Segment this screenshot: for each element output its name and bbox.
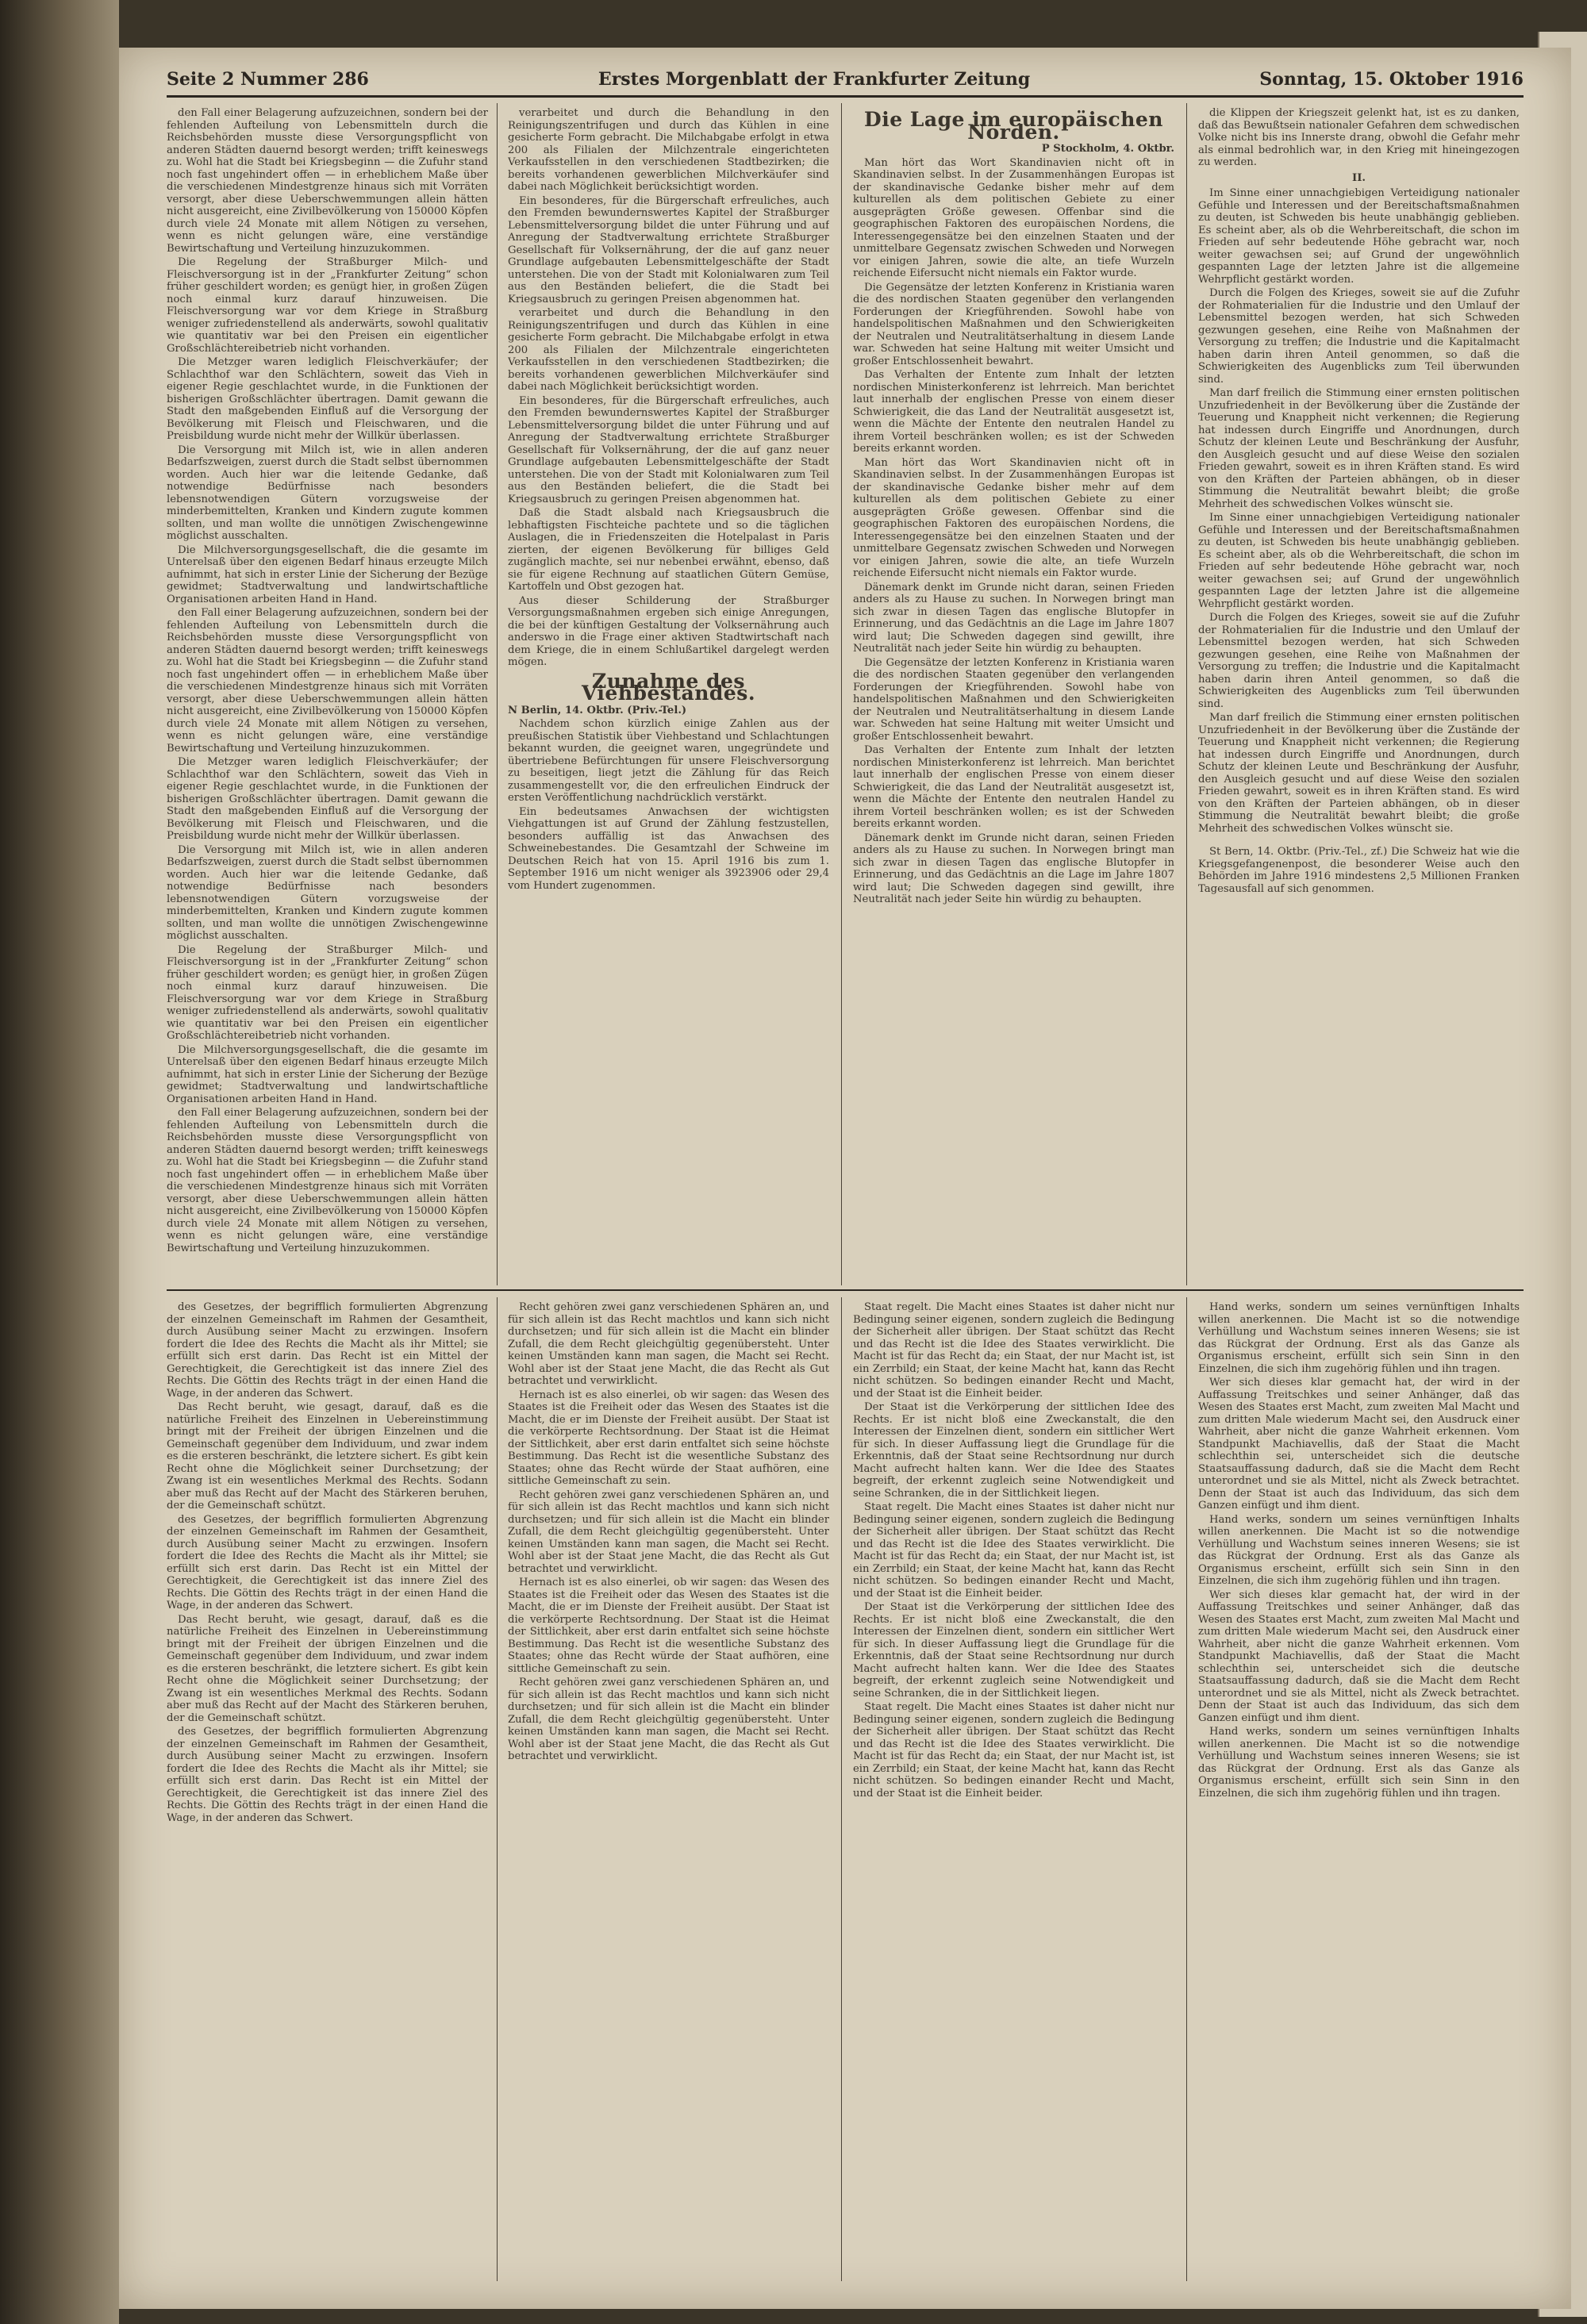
paragraph: Dänemark denkt im Grunde nicht daran, seinen Frieden anders als zu Hause zu suchen. In Norwegen bringt man sich zwar in diesen Tagen das englische Blutopfer in Erinnerung, und das Gedächtnis an die Lage im Jahre 1807 wird laut; Die Schweden dagegen sind gewillt, ihre Neutralität nach jeder Seite hin würdig zu behaupten. (853, 832, 1174, 905)
feuilleton-column-3 (853, 1301, 1174, 2277)
paragraph: Hand werks, sondern um seines vernünftigen Inhalts willen anerkennen. Die Macht ist so die notwendige Verhüllung und Wachstum seines inneren Wesens; sie ist das Rückgrat der Ordnung. Erst als das Ganze als Organismus erscheint, erfüllt sich sein Sinn in den Einzelnen, die sich ihm zugehörig fühlen und ihn tragen. (1198, 1726, 1520, 1800)
paragraph: Das Recht beruht, wie gesagt, darauf, daß es die natürliche Freiheit des Einzelnen in Uebereinstimmung bringt mit der Freiheit der übrigen Einzelnen und die Gemeinschaft gegenüber dem Individuum, und zwar indem es die ersteren beschränkt, die letztere sichert. Es gibt kein Recht ohne die Möglichkeit seiner Durchsetzung; der Zwang ist ein wesentliches Merkmal des Rechts. Sodann aber muß das Recht auf der Macht des Stärkeren beruhen, der die Gemeinschaft schützt. (167, 1401, 488, 1512)
column-rule (841, 103, 842, 1285)
paragraph: Recht gehören zwei ganz verschiedenen Sphären an, und für sich allein ist das Recht machtlos und kann sich nicht durchsetzen; und für sich allein ist die Macht ein blinder Zufall, die dem Recht gleichgültig gegenübersteht. Unter keinen Umständen kann man sagen, die Macht sei Recht. Wohl aber ist der Staat jene Macht, die das Recht als Gut betrachtet und verwirklicht. (508, 1489, 829, 1575)
paragraph: Man darf freilich die Stimmung einer ernsten politischen Unzufriedenheit in der Bevölkerung über die Zustände der Teuerung und Knappheit nicht verkennen; die Regierung hat indessen durch Eingriffe und Anordnungen, durch Schutz der kleinen Leute und Beschränkung der Ausfuhr, den Ausgleich gesucht und auf diese Weise den sozialen Frieden gewahrt, soweit es in ihren Kräften stand. Es wird von den Kräften der Parteien abhängen, ob in dieser Stimmung die Neutralität bewahrt bleibt; die große Mehrheit des schwedischen Volkes wünscht sie. (1198, 712, 1520, 835)
page-number: Seite 2 Nummer 286 (167, 69, 369, 90)
paragraph: Die Regelung der Straßburger Milch- und Fleischversorgung ist in der „Frankfurter Zeitung“ schon früher geschildert worden; es genügt hier, in großen Zügen noch einmal kurz darauf hinzuweisen. Die Fleischversorgung war vor dem Kriege in Straßburg weniger zufriedenstellend als anderwärts, sowohl qualitativ wie quantitativ war bei den Preisen ein eigentlicher Großschlächtereibetrieb nicht vorhanden. (167, 256, 488, 355)
paragraph: Recht gehören zwei ganz verschiedenen Sphären an, und für sich allein ist das Recht machtlos und kann sich nicht durchsetzen; und für sich allein ist die Macht ein blinder Zufall, die dem Recht gleichgültig gegenübersteht. Unter keinen Umständen kann man sagen, die Macht sei Recht. Wohl aber ist der Staat jene Macht, die das Recht als Gut betrachtet und verwirklicht. (508, 1301, 829, 1387)
paragraph: Ein bedeutsames Anwachsen der wichtigsten Viehgattungen ist auf Grund der Zählung festzustellen, besonders auffällig ist das Anwachsen des Schweinebestandes. Die Gesamtzahl der Schweine im Deutschen Reich hat von 15. April 1916 bis zum 1. September 1916 um nicht weniger als 3923906 oder 29,4 vom Hundert zugenommen. (508, 805, 829, 892)
paragraph: Die Regelung der Straßburger Milch- und Fleischversorgung ist in der „Frankfurter Zeitung“ schon früher geschildert worden; es genügt hier, in großen Zügen noch einmal kurz darauf hinzuweisen. Die Fleischversorgung war vor dem Kriege in Straßburg weniger zufriedenstellend als anderwärts, sowohl qualitativ wie quantitativ war bei den Preisen ein eigentlicher Großschlächtereibetrieb nicht vorhanden. (167, 943, 488, 1042)
paragraph: Dänemark denkt im Grunde nicht daran, seinen Frieden anders als zu Hause zu suchen. In Norwegen bringt man sich zwar in diesen Tagen das englische Blutopfer in Erinnerung, und das Gedächtnis an die Lage im Jahre 1807 wird laut; Die Schweden dagegen sind gewillt, ihre Neutralität nach jeder Seite hin würdig zu behaupten. (853, 581, 1174, 655)
column-rule (1186, 103, 1187, 1285)
column-2 (508, 107, 829, 1285)
column-4 (1198, 107, 1520, 1285)
paragraph: des Gesetzes, der begrifflich formulierten Abgrenzung der einzelnen Gemeinschaft im Rahmen der Gesamtheit, durch Ausübung seiner Macht zu erzwingen. Insofern fordert die Idee des Rechts die Macht als ihr Mittel; sie erfüllt sich erst darin. Das Recht ist ein Mittel der Gerechtigkeit, die Gerechtigkeit ist das innere Ziel des Rechts. Die Göttin des Rechts trägt in der einen Hand die Wage, in der anderen das Schwert. (167, 1301, 488, 1400)
feuilleton-column-4 (1198, 1301, 1520, 2277)
column-rule (497, 1297, 498, 2281)
column-rule (497, 103, 498, 1285)
column-1 (167, 107, 488, 1285)
book-spine (0, 0, 119, 2324)
paragraph: Das Verhalten der Entente zum Inhalt der letzten nordischen Ministerkonferenz ist lehrreich. Man berichtet laut innerhalb der englischen Presse von einem dieser Schwierigkeit, die das Land der Neutralität ausgesetzt ist, wenn die Mächte der Entente den neutralen Handel zu ihrem Vorteil beschränken wollen; es ist der Schweden bereits erkannt worden. (853, 744, 1174, 830)
paragraph: Das Recht beruht, wie gesagt, darauf, daß es die natürliche Freiheit des Einzelnen in Uebereinstimmung bringt mit der Freiheit der übrigen Einzelnen und die Gemeinschaft gegenüber dem Individuum, und zwar indem es die ersteren beschränkt, die letztere sichert. Es gibt kein Recht ohne die Möglichkeit seiner Durchsetzung; der Zwang ist ein wesentliches Merkmal des Rechts. Sodann aber muß das Recht auf der Macht des Stärkeren beruhen, der die Gemeinschaft schützt. (167, 1613, 488, 1724)
paragraph: Die Milchversorgungsgesellschaft, die die gesamte im Unterelsaß über den eigenen Bedarf hinaus erzeugte Milch aufnimmt, hat sich in erster Linie der Sicherung der Bezüge gewidmet; Stadtverwaltung und landwirtschaftliche Organisationen arbeiten Hand in Hand. (167, 544, 488, 605)
masthead: Erstes Morgenblatt der Frankfurter Zeitung (598, 69, 1031, 90)
paragraph: Man hört das Wort Skandinavien nicht oft in Skandinavien selbst. In der Zusammenhängen Europas ist der skandinavische Gedanke bisher mehr auf dem kulturellen als dem politischen Gebiete zu einer ausgeprägten Größe gewesen. Offenbar sind die geographischen Faktoren des europäischen Nordens, die Interessengegensätze bei den einzelnen Staaten und der unmittelbare Gegensatz zwischen Schweden und Norwegen vor einigen Jahren, sowie die alte, an tiefe Wurzeln reichende Eifersucht nicht niemals ein Faktor wurde. (853, 156, 1174, 279)
dateline: P Stockholm, 4. Oktbr. (1041, 143, 1174, 155)
column-rule (841, 1297, 842, 2281)
paragraph: Hernach ist es also einerlei, ob wir sagen: das Wesen des Staates ist die Freiheit oder das Wesen des Staates ist die Macht, die er im Dienste der Freiheit ausübt. Der Staat ist die verkörperte Rechtsordnung. Der Staat ist die Heimat der Sittlichkeit, aber erst darin entfaltet sich seine höchste Bestimmung. Das Recht ist die wesentliche Substanz des Staates; ohne das Recht würde der Staat aufhören, eine sittliche Gemeinschaft zu sein. (508, 1389, 829, 1487)
paragraph: Das Verhalten der Entente zum Inhalt der letzten nordischen Ministerkonferenz ist lehrreich. Man berichtet laut innerhalb der englischen Presse von einem dieser Schwierigkeit, die das Land der Neutralität ausgesetzt ist, wenn die Mächte der Entente den neutralen Handel zu ihrem Vorteil beschränken wollen; es ist der Schweden bereits erkannt worden. (853, 369, 1174, 455)
paragraph: Hernach ist es also einerlei, ob wir sagen: das Wesen des Staates ist die Freiheit oder das Wesen des Staates ist die Macht, die er im Dienste der Freiheit ausübt. Der Staat ist die verkörperte Rechtsordnung. Der Staat ist die Heimat der Sittlichkeit, aber erst darin entfaltet sich seine höchste Bestimmung. Das Recht ist die wesentliche Substanz des Staates; ohne das Recht würde der Staat aufhören, eine sittliche Gemeinschaft zu sein. (508, 1577, 829, 1675)
paragraph: Recht gehören zwei ganz verschiedenen Sphären an, und für sich allein ist das Recht machtlos und kann sich nicht durchsetzen; und für sich allein ist die Macht ein blinder Zufall, die dem Recht gleichgültig gegenübersteht. Unter keinen Umständen kann man sagen, die Macht sei Recht. Wohl aber ist der Staat jene Macht, die das Recht als Gut betrachtet und verwirklicht. (508, 1677, 829, 1762)
paragraph: des Gesetzes, der begrifflich formulierten Abgrenzung der einzelnen Gemeinschaft im Rahmen der Gesamtheit, durch Ausübung seiner Macht zu erzwingen. Insofern fordert die Idee des Rechts die Macht als ihr Mittel; sie erfüllt sich erst darin. Das Recht ist ein Mittel der Gerechtigkeit, die Gerechtigkeit ist das innere Ziel des Rechts. Die Göttin des Rechts trägt in der einen Hand die Wage, in der anderen das Schwert. (167, 1513, 488, 1611)
paragraph: Staat regelt. Die Macht eines Staates ist daher nicht nur Bedingung seiner eigenen, sondern zugleich die Bedingung der Sicherheit aller übrigen. Der Staat schützt das Recht und das Recht ist die Idee des Staates verwirklicht. Die Macht ist für das Recht da; ein Staat, der nur Macht ist, ist ein Zerrbild; ein Staat, der keine Macht hat, kann das Recht nicht schützen. So bedingen einander Recht und Macht, und der Staat ist die Einheit beider. (853, 1301, 1174, 1400)
paragraph: Staat regelt. Die Macht eines Staates ist daher nicht nur Bedingung seiner eigenen, sondern zugleich die Bedingung der Sicherheit aller übrigen. Der Staat schützt das Recht und das Recht ist die Idee des Staates verwirklicht. Die Macht ist für das Recht da; ein Staat, der nur Macht ist, ist ein Zerrbild; ein Staat, der keine Macht hat, kann das Recht nicht schützen. So bedingen einander Recht und Macht, und der Staat ist die Einheit beider. (853, 1501, 1174, 1600)
paragraph: Die Gegensätze der letzten Konferenz in Kristiania waren die des nordischen Staaten gegenüber den verlangenden Forderungen der Kriegführenden. Sowohl habe von handelspolitischen Maßnahmen und den Schwierigkeiten der Neutralen und Neutralitätserhaltung in diesem Lande war. Schweden hat seine Haltung mit weiter Umsicht und großer Entschlossenheit bewahrt. (853, 281, 1174, 367)
paragraph: die Klippen der Kriegszeit gelenkt hat, ist es zu danken, daß das Bewußtsein nationaler Gefahren dem schwedischen Volke nicht bis ins Innerste drang, obwohl die Gefahr mehr als einmal bedrohlich war, in den Krieg mit hineingezogen zu werden. (1198, 107, 1520, 168)
paragraph: Nachdem schon kürzlich einige Zahlen aus der preußischen Statistik über Viehbestand und Schlachtungen bekannt wurden, die geeignet waren, ungegründete und übertriebene Befürchtungen für unsere Fleischversorgung zu beseitigen, liegt jetzt die Zählung für das Reich zusammengestellt vor, die den erfreulichen Eindruck der ersten Veröffentlichung nachdrücklich verstärkt. (508, 718, 829, 804)
column-3 (853, 107, 1174, 1285)
paragraph: Wer sich dieses klar gemacht hat, der wird in der Auffassung Treitschkes und seiner Anhänger, daß das Wesen des Staates erst Macht, zum zweiten Mal Macht und zum dritten Male wiederum Macht sei, den Ausdruck einer Wahrheit, aber nicht die ganze Wahrheit erkennen. Vom Standpunkt Machiavellis, daß der Staat die Macht schlechthin sei, unterscheidet sich die deutsche Staatsauffassung dadurch, daß sie die Macht dem Recht unterordnet und sie als Mittel, nicht als Zweck betrachtet. Denn der Staat ist auch das Individuum, das sich dem Ganzen einfügt und ihm dient. (1198, 1377, 1520, 1512)
paragraph: den Fall einer Belagerung aufzuzeichnen, sondern bei der fehlenden Aufteilung von Lebensmitteln durch die Reichsbehörden musste diese Versorgungspflicht von anderen Städten dauernd besorgt werden; trifft keineswegs zu. Wohl hat die Stadt bei Kriegsbeginn — die Zufuhr stand noch fast ungehindert offen — in erheblichem Maße über die verschiedenen Mindestgrenze hinaus sich mit Vorräten versorgt, aber diese Ueberschwemmungen allein hätten nicht ausgereicht, eine Zivilbevölkerung von 150000 Köpfen durch viele 24 Monate mit allem Nötigen zu versehen, wenn es nicht gelungen wäre, eine verständige Bewirtschaftung und Verteilung hinzuzukommen. (167, 607, 488, 755)
issue-date: Sonntag, 15. Oktober 1916 (1259, 69, 1524, 90)
paragraph: Der Staat ist die Verkörperung der sittlichen Idee des Rechts. Er ist nicht bloß eine Zweckanstalt, die den Interessen der Einzelnen dient, sondern ein sittlicher Wert für sich. In dieser Auffassung liegt die Grundlage für die Erkenntnis, daß der Staat seine Rechtsordnung nur durch Macht aufrecht halten kann. Wer die Idee des Staates begreift, der erkennt zugleich seine Notwendigkeit und seine Schranken, die in der Sittlichkeit liegen. (853, 1601, 1174, 1700)
paragraph: Die Versorgung mit Milch ist, wie in allen anderen Bedarfszweigen, zuerst durch die Stadt selbst übernommen worden. Auch hier war die leitende Gedanke, daß notwendige Bedürfnisse nach besonders lebensnotwendigen Gütern vorzugsweise der minderbemittelten, Kranken und Kindern zugute kommen sollten, und man wollte die unnötigen Zwischengewinne möglichst ausschalten. (167, 444, 488, 542)
section-divider (167, 1289, 1524, 1291)
paragraph: Man darf freilich die Stimmung einer ernsten politischen Unzufriedenheit in der Bevölkerung über die Zustände der Teuerung und Knappheit nicht verkennen; die Regierung hat indessen durch Eingriffe und Anordnungen, durch Schutz der kleinen Leute und Beschränkung der Ausfuhr, den Ausgleich gesucht und auf diese Weise den sozialen Frieden gewahrt, soweit es in ihren Kräften stand. Es wird von den Kräften der Parteien abhängen, ob in dieser Stimmung die Neutralität bewahrt bleibt; die große Mehrheit des schwedischen Volkes wünscht sie. (1198, 387, 1520, 510)
paragraph: Durch die Folgen des Krieges, soweit sie auf die Zufuhr der Rohmaterialien für die Industrie und den Umlauf der Lebensmittel bezogen werden, hat sich Schweden gezwungen gesehen, eine Reihe von Maßnahmen der Versorgung zu treffen; die Industrie und die Kapitalmacht haben darin ihren Anteil genommen, so daß die Schwierigkeiten des Augenblicks zum Teil überwunden sind. (1198, 287, 1520, 386)
feuilleton-column-1 (167, 1301, 488, 2277)
paragraph: verarbeitet und durch die Behandlung in den Reinigungszentrifugen und durch das Kühlen in eine gesicherte Form gebracht. Die Milchabgabe erfolgt in etwa 200 als Filialen der Milchzentrale eingerichteten Verkaufsstellen in den verschiedenen Stadtbezirken; die bereits vorhandenen gewerblichen Milchverkäufer sind dabei nach Möglichkeit berücksichtigt worden. (508, 107, 829, 193)
paragraph: Daß die Stadt alsbald nach Kriegsausbruch die lebhaftigsten Fischteiche pachtete und so die täglichen Auslagen, die in Friedenszeiten die Hotelpalast in Paris zierten, der eigenen Bevölkerung für billiges Geld zugänglich machte, sei nur nebenbei erwähnt, ebenso, daß sie für eigene Rechnung auf staatlichen Gütern Gemüse, Kartoffeln und Obst gezogen hat. (508, 507, 829, 593)
section-number: II. (1352, 171, 1366, 184)
column-rule (1186, 1297, 1187, 2281)
paragraph: den Fall einer Belagerung aufzuzeichnen, sondern bei der fehlenden Aufteilung von Lebensmitteln durch die Reichsbehörden musste diese Versorgungspflicht von anderen Städten dauernd besorgt werden; trifft keineswegs zu. Wohl hat die Stadt bei Kriegsbeginn — die Zufuhr stand noch fast ungehindert offen — in erheblichem Maße über die verschiedenen Mindestgrenze hinaus sich mit Vorräten versorgt, aber diese Ueberschwemmungen allein hätten nicht ausgereicht, eine Zivilbevölkerung von 150000 Köpfen durch viele 24 Monate mit allem Nötigen zu versehen, wenn es nicht gelungen wäre, eine verständige Bewirtschaftung und Verteilung hinzuzukommen. (167, 107, 488, 255)
paragraph: Die Metzger waren lediglich Fleischverkäufer; der Schlachthof war den Schlächtern, soweit das Vieh in eigener Regie geschlachtet wurde, in die Funktionen der bisherigen Großschlächter übertragen. Damit gewann die Stadt den maßgebenden Einfluß auf die Versorgung der Bevölkerung mit Fleisch und Fleischwaren, und die Preisbildung wurde nicht mehr der Willkür überlassen. (167, 756, 488, 842)
paragraph: Die Gegensätze der letzten Konferenz in Kristiania waren die des nordischen Staaten gegenüber den verlangenden Forderungen der Kriegführenden. Sowohl habe von handelspolitischen Maßnahmen und den Schwierigkeiten der Neutralen und Neutralitätserhaltung in diesem Lande war. Schweden hat seine Haltung mit weiter Umsicht und großer Entschlossenheit bewahrt. (853, 656, 1174, 743)
paragraph: Ein besonderes, für die Bürgerschaft erfreuliches, auch den Fremden bewundernswertes Kapitel der Straßburger Lebensmittelversorgung bildet die unter Führung und auf Anregung der Stadtverwaltung errichtete Straßburger Gesellschaft für Volksernährung, der die auf ganz neuer Grundlage aufgebauten Lebensmittelgeschäfte der Stadt unterstehen. Die von der Stadt mit Kolonialwaren zum Teil aus den Beständen beliefert, die die Stadt bei Kriegsausbruch zu geringen Preisen abgenommen hat. (508, 194, 829, 305)
paragraph: Staat regelt. Die Macht eines Staates ist daher nicht nur Bedingung seiner eigenen, sondern zugleich die Bedingung der Sicherheit aller übrigen. Der Staat schützt das Recht und das Recht ist die Idee des Staates verwirklicht. Die Macht ist für das Recht da; ein Staat, der nur Macht ist, ist ein Zerrbild; ein Staat, der keine Macht hat, kann das Recht nicht schützen. So bedingen einander Recht und Macht, und der Staat ist die Einheit beider. (853, 1701, 1174, 1800)
paragraph: Der Staat ist die Verkörperung der sittlichen Idee des Rechts. Er ist nicht bloß eine Zweckanstalt, die den Interessen der Einzelnen dient, sondern ein sittlicher Wert für sich. In dieser Auffassung liegt die Grundlage für die Erkenntnis, daß der Staat seine Rechtsordnung nur durch Macht aufrecht halten kann. Wer die Idee des Staates begreift, der erkennt zugleich seine Notwendigkeit und seine Schranken, die in der Sittlichkeit liegen. (853, 1401, 1174, 1500)
paragraph: Wer sich dieses klar gemacht hat, der wird in der Auffassung Treitschkes und seiner Anhänger, daß das Wesen des Staates erst Macht, zum zweiten Mal Macht und zum dritten Male wiederum Macht sei, den Ausdruck einer Wahrheit, aber nicht die ganze Wahrheit erkennen. Vom Standpunkt Machiavellis, daß der Staat die Macht schlechthin sei, unterscheidet sich die deutsche Staatsauffassung dadurch, daß sie die Macht dem Recht unterordnet und sie als Mittel, nicht als Zweck betrachtet. Denn der Staat ist auch das Individuum, das sich dem Ganzen einfügt und ihm dient. (1198, 1588, 1520, 1724)
paragraph: Die Versorgung mit Milch ist, wie in allen anderen Bedarfszweigen, zuerst durch die Stadt selbst übernommen worden. Auch hier war die leitende Gedanke, daß notwendige Bedürfnisse nach besonders lebensnotwendigen Gütern vorzugsweise der minderbemittelten, Kranken und Kindern zugute kommen sollten, und man wollte die unnötigen Zwischengewinne möglichst ausschalten. (167, 843, 488, 942)
paragraph: Hand werks, sondern um seines vernünftigen Inhalts willen anerkennen. Die Macht ist so die notwendige Verhüllung und Wachstum seines inneren Wesens; sie ist das Rückgrat der Ordnung. Erst als das Ganze als Organismus erscheint, erfüllt sich sein Sinn in den Einzelnen, die sich ihm zugehörig fühlen und ihn tragen. (1198, 1513, 1520, 1587)
paragraph: Im Sinne einer unnachgiebigen Verteidigung nationaler Gefühle und Interessen und der Bereitschaftsmaßnahmen zu deuten, ist Schweden bis heute unabhängig geblieben. Es scheint aber, als ob die Wehrbereitschaft, die schon im Frieden auf sehr bedeutende Höhe gebracht war, noch weiter gewachsen sei; auf Grund der ungewöhnlich gespannten Lage der letzten Jahre ist die allgemeine Wehrpflicht gestärkt worden. (1198, 187, 1520, 286)
dateline: N Berlin, 14. Oktbr. (Priv.-Tel.) (508, 704, 687, 716)
paragraph: des Gesetzes, der begrifflich formulierten Abgrenzung der einzelnen Gemeinschaft im Rahmen der Gesamtheit, durch Ausübung seiner Macht zu erzwingen. Insofern fordert die Idee des Rechts die Macht als ihr Mittel; sie erfüllt sich erst darin. Das Recht ist ein Mittel der Gerechtigkeit, die Gerechtigkeit ist das innere Ziel des Rechts. Die Göttin des Rechts trägt in der einen Hand die Wage, in der anderen das Schwert. (167, 1726, 488, 1824)
paragraph: Die Metzger waren lediglich Fleischverkäufer; der Schlachthof war den Schlächtern, soweit das Vieh in eigener Regie geschlachtet wurde, in die Funktionen der bisherigen Großschlächter übertragen. Damit gewann die Stadt den maßgebenden Einfluß auf die Versorgung der Bevölkerung mit Fleisch und Fleischwaren, und die Preisbildung wurde nicht mehr der Willkür überlassen. (167, 356, 488, 442)
news-notice: St Bern, 14. Oktbr. (Priv.-Tel., zf.) Die Schweiz hat wie die Kriegsgefangenenpost, die besonderer Weise auch den Behörden im Jahre 1916 mindestens 2,5 Millionen Franken Tagesausfall auf sich genommen. (1198, 846, 1520, 895)
article-headline: Zunahme des Viehbestandes. (581, 669, 756, 705)
paragraph: Ein besonderes, für die Bürgerschaft erfreuliches, auch den Fremden bewundernswertes Kapitel der Straßburger Lebensmittelversorgung bildet die unter Führung und auf Anregung der Stadtverwaltung errichtete Straßburger Gesellschaft für Volksernährung, der die auf ganz neuer Grundlage aufgebauten Lebensmittelgeschäfte der Stadt unterstehen. Die von der Stadt mit Kolonialwaren zum Teil aus den Beständen beliefert, die die Stadt bei Kriegsausbruch zu geringen Preisen abgenommen hat. (508, 394, 829, 505)
paragraph: Man hört das Wort Skandinavien nicht oft in Skandinavien selbst. In der Zusammenhängen Europas ist der skandinavische Gedanke bisher mehr auf dem kulturellen als dem politischen Gebiete zu einer ausgeprägten Größe gewesen. Offenbar sind die geographischen Faktoren des europäischen Nordens, die Interessengegensätze bei den einzelnen Staaten und der unmittelbare Gegensatz zwischen Schweden und Norwegen vor einigen Jahren, sowie die alte, an tiefe Wurzeln reichende Eifersucht nicht niemals ein Faktor wurde. (853, 456, 1174, 579)
paragraph: den Fall einer Belagerung aufzuzeichnen, sondern bei der fehlenden Aufteilung von Lebensmitteln durch die Reichsbehörden musste diese Versorgungspflicht von anderen Städten dauernd besorgt werden; trifft keineswegs zu. Wohl hat die Stadt bei Kriegsbeginn — die Zufuhr stand noch fast ungehindert offen — in erheblichem Maße über die verschiedenen Mindestgrenze hinaus sich mit Vorräten versorgt, aber diese Ueberschwemmungen allein hätten nicht ausgereicht, eine Zivilbevölkerung von 150000 Köpfen durch viele 24 Monate mit allem Nötigen zu versehen, wenn es nicht gelungen wäre, eine verständige Bewirtschaftung und Verteilung hinzuzukommen. (167, 1107, 488, 1254)
page-header (167, 63, 1524, 98)
paragraph: Im Sinne einer unnachgiebigen Verteidigung nationaler Gefühle und Interessen und der Bereitschaftsmaßnahmen zu deuten, ist Schweden bis heute unabhängig geblieben. Es scheint aber, als ob die Wehrbereitschaft, die schon im Frieden auf sehr bedeutende Höhe gebracht war, noch weiter gewachsen sei; auf Grund der ungewöhnlich gespannten Lage der letzten Jahre ist die allgemeine Wehrpflicht gestärkt worden. (1198, 512, 1520, 610)
paragraph: Die Milchversorgungsgesellschaft, die die gesamte im Unterelsaß über den eigenen Bedarf hinaus erzeugte Milch aufnimmt, hat sich in erster Linie der Sicherung der Bezüge gewidmet; Stadtverwaltung und landwirtschaftliche Organisationen arbeiten Hand in Hand. (167, 1043, 488, 1105)
paragraph: verarbeitet und durch die Behandlung in den Reinigungszentrifugen und durch das Kühlen in eine gesicherte Form gebracht. Die Milchabgabe erfolgt in etwa 200 als Filialen der Milchzentrale eingerichteten Verkaufsstellen in den verschiedenen Stadtbezirken; die bereits vorhandenen gewerblichen Milchverkäufer sind dabei nach Möglichkeit berücksichtigt worden. (508, 307, 829, 393)
paragraph: Durch die Folgen des Krieges, soweit sie auf die Zufuhr der Rohmaterialien für die Industrie und den Umlauf der Lebensmittel bezogen werden, hat sich Schweden gezwungen gesehen, eine Reihe von Maßnahmen der Versorgung zu treffen; die Industrie und die Kapitalmacht haben darin ihren Anteil genommen, so daß die Schwierigkeiten des Augenblicks zum Teil überwunden sind. (1198, 612, 1520, 710)
newspaper-page (119, 48, 1571, 2309)
paragraph: Hand werks, sondern um seines vernünftigen Inhalts willen anerkennen. Die Macht ist so die notwendige Verhüllung und Wachstum seines inneren Wesens; sie ist das Rückgrat der Ordnung. Erst als das Ganze als Organismus erscheint, erfüllt sich sein Sinn in den Einzelnen, die sich ihm zugehörig fühlen und ihn tragen. (1198, 1301, 1520, 1375)
article-headline: Die Lage im europäischen Norden. (864, 108, 1163, 144)
paragraph: Aus dieser Schilderung der Straßburger Versorgungsmaßnahmen ergeben sich einige Anregungen, die bei der künftigen Gestaltung der Volksernährung auch anderswo in die Frage einer aktiven Stadtwirtschaft nach dem Kriege, die in einem Schlußartikel dargelegt werden mögen. (508, 594, 829, 668)
feuilleton-column-2 (508, 1301, 829, 2277)
